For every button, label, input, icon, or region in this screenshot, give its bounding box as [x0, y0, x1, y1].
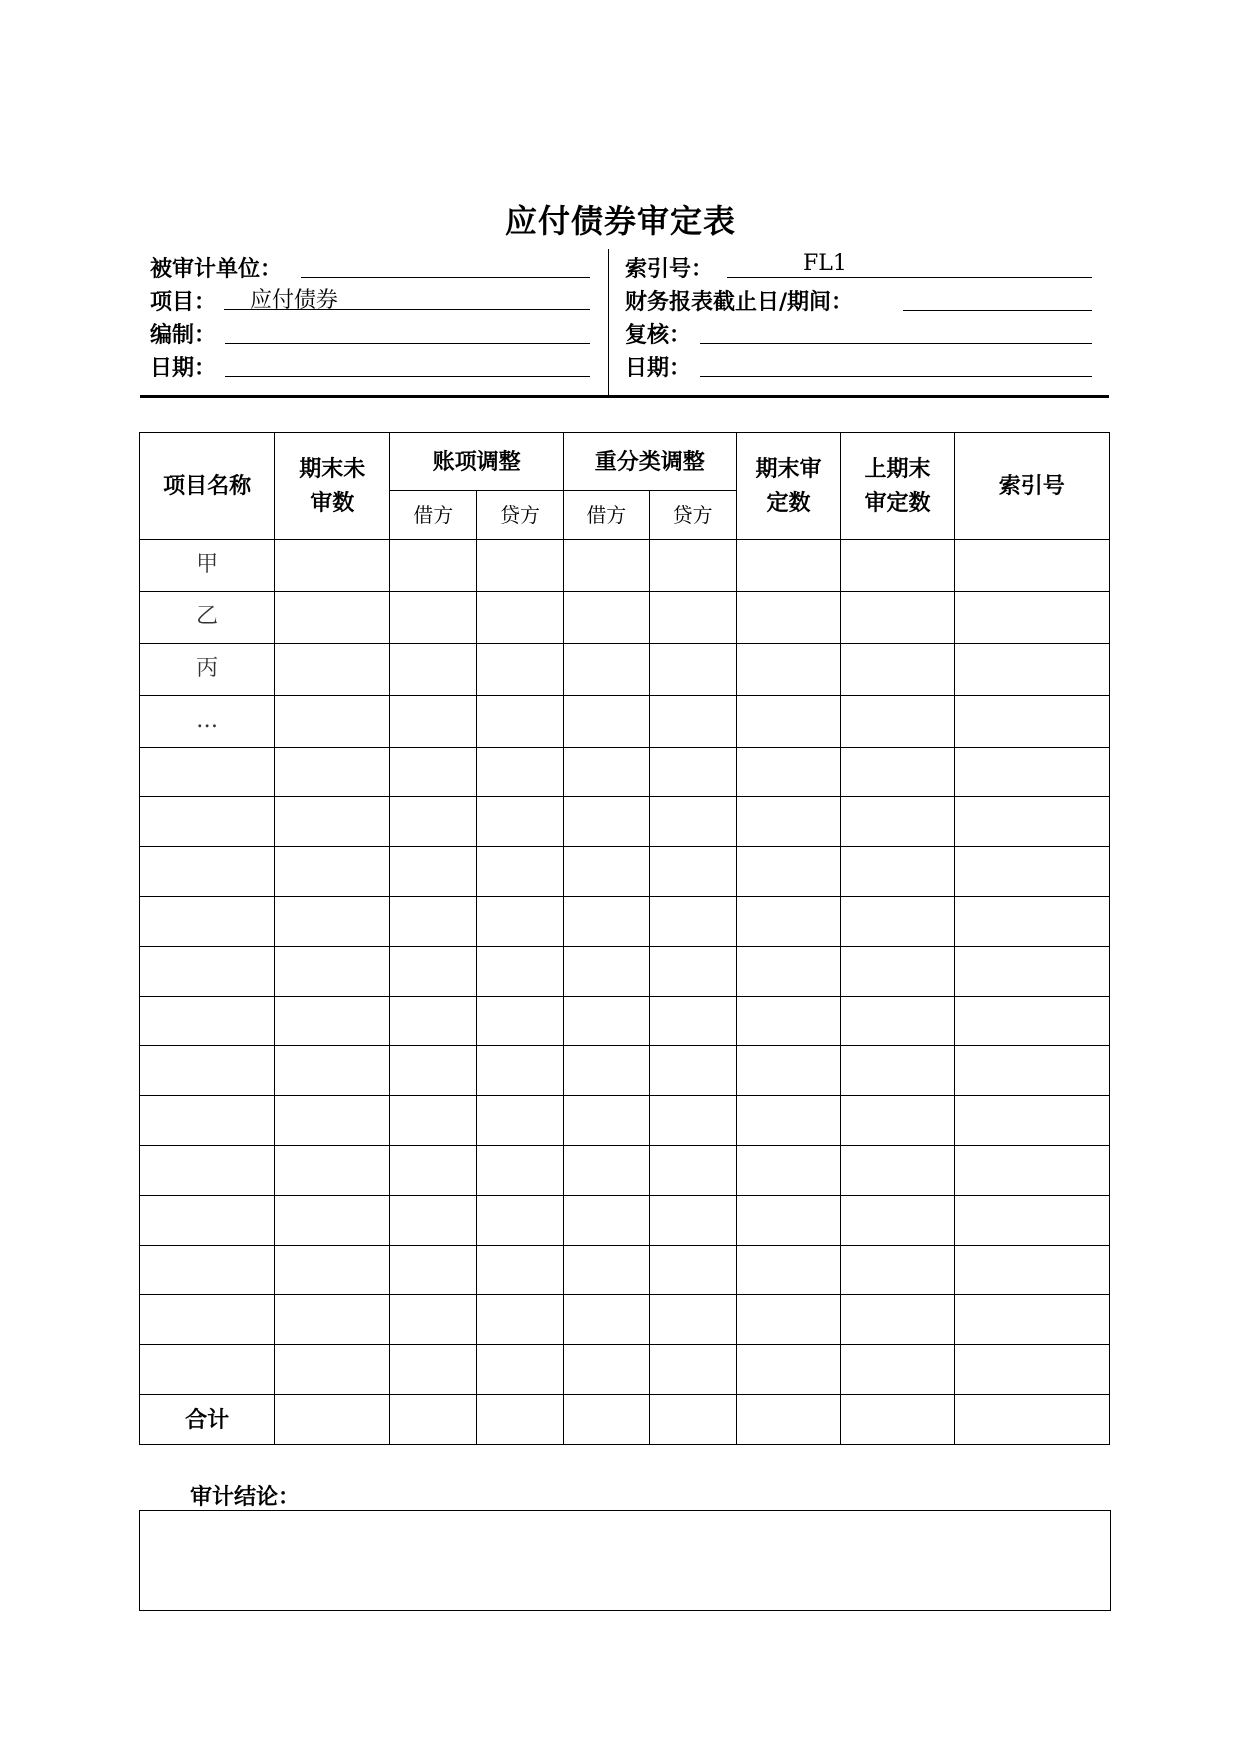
row-item-name: 乙: [140, 591, 275, 643]
table-cell[interactable]: [477, 847, 564, 897]
table-cell[interactable]: [563, 1146, 649, 1196]
table-cell[interactable]: [954, 1295, 1109, 1345]
table-row: [140, 540, 1110, 592]
row-item-name: [140, 797, 275, 847]
table-cell[interactable]: [477, 643, 564, 695]
table-cell[interactable]: [841, 797, 954, 847]
table-cell[interactable]: [390, 1345, 477, 1395]
reviewer-field[interactable]: [700, 319, 1092, 344]
table-cell[interactable]: [841, 897, 954, 947]
table-cell[interactable]: [275, 643, 390, 695]
table-cell[interactable]: [736, 1046, 841, 1096]
table-cell[interactable]: [390, 897, 477, 947]
table-cell[interactable]: [954, 591, 1109, 643]
table-cell[interactable]: [563, 643, 649, 695]
table-cell[interactable]: [736, 1295, 841, 1345]
table-row: [140, 1395, 1110, 1445]
table-cell[interactable]: [477, 1395, 564, 1445]
table-cell[interactable]: [390, 996, 477, 1046]
table-cell[interactable]: [477, 1245, 564, 1295]
row-item-name: [140, 1295, 275, 1345]
table-cell[interactable]: [563, 1245, 649, 1295]
table-cell[interactable]: [954, 1146, 1109, 1196]
table-cell[interactable]: [841, 1395, 954, 1445]
table-cell[interactable]: [477, 747, 564, 797]
row-item-name: [140, 897, 275, 947]
table-cell[interactable]: [275, 1046, 390, 1096]
table-cell[interactable]: [563, 1195, 649, 1245]
table-cell[interactable]: [954, 695, 1109, 747]
table-cell[interactable]: [477, 1096, 564, 1146]
table-cell[interactable]: [390, 797, 477, 847]
conclusion-label: 审计结论：: [190, 1484, 301, 1510]
table-cell[interactable]: [275, 695, 390, 747]
table-cell[interactable]: [649, 847, 736, 897]
table-cell[interactable]: [275, 996, 390, 1046]
table-cell[interactable]: [649, 996, 736, 1046]
col-header-prior-audited: 上期末审定数: [841, 433, 954, 540]
table-cell[interactable]: [563, 1096, 649, 1146]
col-header-audited: 期末审定数: [736, 433, 841, 540]
table-cell[interactable]: [736, 847, 841, 897]
col-header-item-name: 项目名称: [140, 433, 275, 540]
table-cell[interactable]: [563, 847, 649, 897]
table-row: [140, 591, 1110, 643]
table-cell[interactable]: [841, 1245, 954, 1295]
table-cell[interactable]: [954, 847, 1109, 897]
audited-unit-field[interactable]: [301, 253, 590, 278]
table-row: [140, 797, 1110, 847]
table-cell[interactable]: [563, 797, 649, 847]
table-cell[interactable]: [954, 1395, 1109, 1445]
table-cell[interactable]: [954, 996, 1109, 1046]
prepared-date-field[interactable]: [225, 352, 590, 377]
table-cell[interactable]: [477, 1195, 564, 1245]
table-cell[interactable]: [275, 797, 390, 847]
table-cell[interactable]: [649, 1295, 736, 1345]
table-cell[interactable]: [649, 1395, 736, 1445]
table-cell[interactable]: [390, 747, 477, 797]
table-cell[interactable]: [649, 1146, 736, 1196]
table-cell[interactable]: [477, 695, 564, 747]
header-bottom-rule: [140, 395, 1109, 398]
table-cell[interactable]: [563, 1395, 649, 1445]
table-row: [140, 946, 1110, 996]
table-cell[interactable]: [841, 591, 954, 643]
table-row: [140, 996, 1110, 1046]
row-item-name: [140, 1046, 275, 1096]
table-cell[interactable]: [841, 643, 954, 695]
table-cell[interactable]: [736, 1195, 841, 1245]
table-cell[interactable]: [954, 1195, 1109, 1245]
table-cell[interactable]: [954, 540, 1109, 592]
table-cell[interactable]: [477, 591, 564, 643]
table-cell[interactable]: [649, 591, 736, 643]
table-cell[interactable]: [649, 897, 736, 947]
table-cell[interactable]: [841, 1146, 954, 1196]
table-cell[interactable]: [841, 996, 954, 1046]
table-row: [140, 695, 1110, 747]
table-row: [140, 1345, 1110, 1395]
table-cell[interactable]: [954, 1046, 1109, 1096]
table-row: [140, 1245, 1110, 1295]
table-cell[interactable]: [390, 1195, 477, 1245]
row-item-name: [140, 1195, 275, 1245]
conclusion-box[interactable]: [139, 1510, 1111, 1611]
reviewer-label: 复核：: [625, 322, 692, 348]
table-cell[interactable]: [841, 747, 954, 797]
table-cell[interactable]: [736, 1146, 841, 1196]
table-row: [140, 643, 1110, 695]
index-no-label: 索引号：: [625, 256, 714, 282]
col-header-index: 索引号: [954, 433, 1109, 540]
col-header-reclass-credit: 贷方: [649, 491, 736, 540]
table-cell[interactable]: [649, 747, 736, 797]
table-cell[interactable]: [563, 591, 649, 643]
table-cell[interactable]: [477, 897, 564, 947]
table-cell[interactable]: [563, 897, 649, 947]
table-cell[interactable]: [275, 1146, 390, 1196]
table-row: [140, 1046, 1110, 1096]
table-cell[interactable]: [954, 747, 1109, 797]
table-cell[interactable]: [954, 797, 1109, 847]
item-label: 项目：: [150, 289, 217, 315]
table-cell[interactable]: [477, 797, 564, 847]
table-cell[interactable]: [736, 643, 841, 695]
row-item-name: [140, 1096, 275, 1146]
row-item-name: [140, 996, 275, 1046]
table-cell[interactable]: [390, 540, 477, 592]
prepared-date-label: 日期：: [150, 355, 217, 381]
table-cell[interactable]: [563, 946, 649, 996]
row-item-name: [140, 946, 275, 996]
table-cell[interactable]: [477, 996, 564, 1046]
table-cell[interactable]: [390, 1395, 477, 1445]
table-row: [140, 747, 1110, 797]
table-cell[interactable]: [275, 747, 390, 797]
table-row: [140, 847, 1110, 897]
table-cell[interactable]: [275, 897, 390, 947]
table-cell[interactable]: [477, 1295, 564, 1345]
table-cell[interactable]: [275, 1345, 390, 1395]
row-item-name: 甲: [140, 540, 275, 592]
table-row: [140, 897, 1110, 947]
table-cell[interactable]: [275, 1096, 390, 1146]
table-cell[interactable]: [841, 1096, 954, 1146]
col-header-account-debit: 借方: [390, 491, 477, 540]
row-item-name: [140, 1146, 275, 1196]
table-cell[interactable]: [954, 1245, 1109, 1295]
table-cell[interactable]: [649, 1245, 736, 1295]
table-cell[interactable]: [649, 643, 736, 695]
table-cell[interactable]: [841, 1195, 954, 1245]
table-cell[interactable]: [275, 1295, 390, 1345]
audit-table: [139, 432, 1110, 1445]
review-date-field[interactable]: [700, 352, 1092, 377]
table-cell[interactable]: [736, 1245, 841, 1295]
table-cell[interactable]: [649, 797, 736, 847]
table-cell[interactable]: [736, 946, 841, 996]
col-header-account-credit: 贷方: [477, 491, 564, 540]
table-cell[interactable]: [736, 996, 841, 1046]
table-cell[interactable]: [841, 1345, 954, 1395]
item-field[interactable]: 应付债券: [224, 285, 590, 310]
table-cell[interactable]: [275, 946, 390, 996]
table-cell[interactable]: [275, 540, 390, 592]
table-cell[interactable]: [649, 1096, 736, 1146]
review-date-label: 日期：: [625, 355, 692, 381]
table-cell[interactable]: [563, 1295, 649, 1345]
table-cell[interactable]: [390, 1096, 477, 1146]
table-cell[interactable]: [390, 946, 477, 996]
table-cell[interactable]: [563, 747, 649, 797]
table-cell[interactable]: [841, 847, 954, 897]
table-cell[interactable]: [954, 1345, 1109, 1395]
table-cell[interactable]: [563, 1345, 649, 1395]
table-cell[interactable]: [390, 1046, 477, 1096]
table-cell[interactable]: [390, 847, 477, 897]
table-cell[interactable]: [841, 1295, 954, 1345]
table-row: [140, 1146, 1110, 1196]
table-cell[interactable]: [954, 897, 1109, 947]
row-item-name: [140, 1245, 275, 1295]
col-header-reclass-debit: 借方: [563, 491, 649, 540]
table-cell[interactable]: [954, 946, 1109, 996]
table-cell[interactable]: [390, 695, 477, 747]
table-cell[interactable]: [736, 1345, 841, 1395]
report-period-label: 财务报表截止日/期间：: [625, 289, 854, 315]
audited-unit-label: 被审计单位：: [150, 256, 283, 282]
table-cell[interactable]: [954, 1096, 1109, 1146]
table-cell[interactable]: [477, 1146, 564, 1196]
table-cell[interactable]: [477, 1345, 564, 1395]
table-cell[interactable]: [649, 1195, 736, 1245]
form-title: 应付债券审定表: [504, 202, 736, 240]
col-header-account-adjustment: 账项调整: [390, 433, 564, 491]
table-cell[interactable]: [563, 540, 649, 592]
table-row: [140, 1195, 1110, 1245]
table-cell[interactable]: [649, 1345, 736, 1395]
table-cell[interactable]: [736, 695, 841, 747]
row-item-name: [140, 747, 275, 797]
table-cell[interactable]: [390, 591, 477, 643]
table-cell[interactable]: [841, 695, 954, 747]
table-cell[interactable]: [954, 643, 1109, 695]
table-cell[interactable]: [841, 540, 954, 592]
col-header-reclass-adjustment: 重分类调整: [563, 433, 736, 491]
report-period-field[interactable]: [903, 286, 1092, 311]
row-item-name: [140, 1345, 275, 1395]
table-cell[interactable]: [563, 1046, 649, 1096]
table-row: [140, 1295, 1110, 1345]
prepared-by-field[interactable]: [225, 319, 590, 344]
total-row-label: 合计: [140, 1395, 275, 1445]
table-cell[interactable]: [841, 1046, 954, 1096]
table-cell[interactable]: [736, 1096, 841, 1146]
table-cell[interactable]: [736, 591, 841, 643]
table-cell[interactable]: [736, 1395, 841, 1445]
prepared-by-label: 编制：: [150, 322, 217, 348]
table-cell[interactable]: [390, 1146, 477, 1196]
table-cell[interactable]: [275, 591, 390, 643]
table-cell[interactable]: [736, 540, 841, 592]
table-cell[interactable]: [649, 1046, 736, 1096]
table-cell[interactable]: [563, 695, 649, 747]
table-cell[interactable]: [736, 747, 841, 797]
table-cell[interactable]: [649, 540, 736, 592]
table-cell[interactable]: [649, 695, 736, 747]
table-cell[interactable]: [736, 797, 841, 847]
table-cell[interactable]: [649, 946, 736, 996]
table-cell[interactable]: [390, 643, 477, 695]
row-item-name: [140, 847, 275, 897]
table-cell[interactable]: [477, 540, 564, 592]
table-cell[interactable]: [275, 847, 390, 897]
table-cell[interactable]: [390, 1245, 477, 1295]
table-row: [140, 1096, 1110, 1146]
index-no-field[interactable]: FL1: [727, 253, 1092, 278]
row-item-name: …: [140, 695, 275, 747]
table-cell[interactable]: [563, 996, 649, 1046]
table-cell[interactable]: [736, 897, 841, 947]
table-cell[interactable]: [275, 1395, 390, 1445]
table-cell[interactable]: [390, 1295, 477, 1345]
table-cell[interactable]: [841, 946, 954, 996]
table-cell[interactable]: [275, 1245, 390, 1295]
row-item-name: 丙: [140, 643, 275, 695]
table-cell[interactable]: [477, 1046, 564, 1096]
header-divider: [608, 249, 609, 396]
col-header-unaudited: 期末未审数: [275, 433, 390, 540]
table-cell[interactable]: [477, 946, 564, 996]
table-cell[interactable]: [275, 1195, 390, 1245]
